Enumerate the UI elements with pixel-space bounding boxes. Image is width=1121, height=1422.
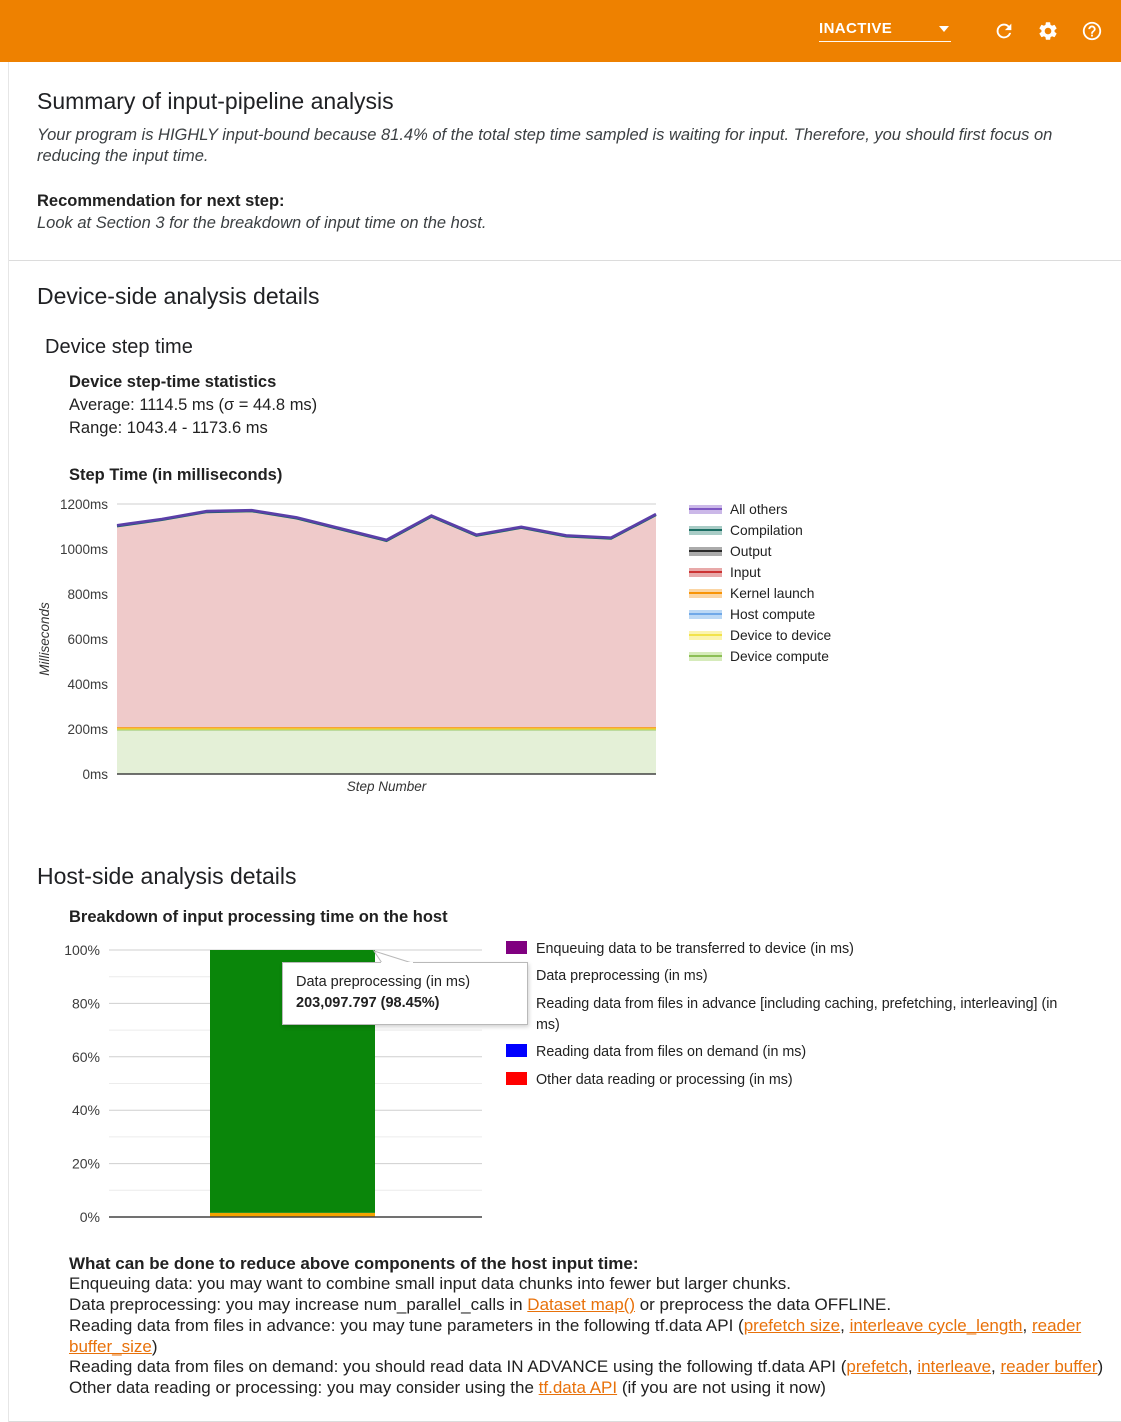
legend-item — [689, 604, 831, 625]
legend-swatch — [689, 589, 722, 598]
section-divider — [9, 260, 1121, 261]
advice-line: Reading data from files on demand: you should read data IN ADVANCE using the following tf.data API (prefetch, interleave, reader buffer) — [69, 1357, 1104, 1377]
doc-link[interactable]: reader buffer_size — [69, 1315, 1082, 1356]
stats-title: Device step-time statistics — [69, 373, 277, 392]
svg-text:1000ms: 1000ms — [59, 541, 108, 557]
tooltip-series-name: Data preprocessing (in ms) — [296, 973, 471, 990]
svg-text:100%: 100% — [64, 941, 100, 958]
recommendation-label: Recommendation for next step: — [37, 191, 285, 210]
legend-item — [689, 625, 831, 646]
legend-swatch — [689, 547, 722, 556]
legend-swatch — [506, 941, 527, 954]
legend-swatch — [506, 1072, 527, 1085]
legend-label: Reading data from files in advance [including caching, prefetching, interleaving] (in ms) — [536, 996, 1058, 1033]
stats-range: Range: 1043.4 - 1173.6 ms — [69, 418, 268, 437]
legend-swatch — [689, 505, 722, 514]
svg-text:0ms: 0ms — [82, 766, 108, 782]
help-button[interactable] — [1081, 20, 1103, 42]
legend-item — [506, 939, 1106, 960]
svg-text:80%: 80% — [71, 995, 100, 1012]
legend-swatch — [689, 526, 722, 535]
svg-text:400ms: 400ms — [67, 676, 108, 692]
stats-average: Average: 1114.5 ms (σ = 44.8 ms) — [69, 396, 318, 415]
chevron-down-icon — [939, 26, 949, 32]
gear-icon — [1037, 20, 1059, 42]
legend-label: Enqueuing data to be transferred to device (in ms) — [536, 940, 854, 957]
doc-link[interactable]: reader buffer — [1000, 1357, 1098, 1377]
doc-link[interactable]: Dataset map() — [527, 1295, 635, 1315]
legend-label: Host compute — [730, 606, 816, 622]
advice-line: Other data reading or processing: you may consider using the tf.data API (if you are not using it now) — [69, 1378, 826, 1398]
legend-label: Kernel launch — [730, 585, 815, 601]
step-time-chart-legend — [689, 499, 831, 667]
refresh-button[interactable] — [993, 20, 1015, 42]
recommendation-text: Look at Section 3 for the breakdown of input time on the host. — [37, 213, 487, 232]
legend-item — [689, 499, 831, 520]
capture-status-label: INACTIVE — [819, 20, 893, 37]
svg-text:600ms: 600ms — [67, 631, 108, 647]
host-chart-legend — [506, 939, 1106, 1098]
advice-line: Reading data from files in advance: you may tune parameters in the following tf.data API (prefetch size, interleave cycle_length, reader buffer_size) — [69, 1315, 1082, 1356]
svg-text:0%: 0% — [79, 1208, 100, 1225]
tooltip-pointer — [371, 950, 415, 963]
device-section-title: Device-side analysis details — [37, 283, 320, 310]
host-chart-title: Breakdown of input processing time on the host — [69, 907, 448, 926]
svg-text:Step Number: Step Number — [346, 778, 427, 794]
refresh-icon — [993, 20, 1015, 42]
host-section-title: Host-side analysis details — [37, 862, 297, 889]
legend-item — [506, 1042, 1106, 1063]
settings-button[interactable] — [1037, 20, 1059, 42]
svg-text:40%: 40% — [71, 1101, 100, 1118]
legend-label: Device to device — [730, 627, 832, 643]
step-time-chart-title: Step Time (in milliseconds) — [69, 465, 283, 484]
chart-tooltip — [282, 962, 528, 1025]
advice-title: What can be done to reduce above components of the host input time: — [69, 1253, 639, 1273]
summary-section-title: Summary of input-pipeline analysis — [37, 88, 394, 114]
legend-label: All others — [730, 501, 788, 517]
doc-link[interactable]: tf.data API — [538, 1378, 618, 1398]
help-icon — [1081, 20, 1103, 42]
legend-item — [689, 520, 831, 541]
legend-label: Compilation — [730, 522, 803, 538]
capture-status-select[interactable] — [819, 20, 951, 42]
step-time-chart — [27, 491, 675, 799]
host-chart-wrapper — [39, 937, 494, 1240]
svg-text:60%: 60% — [71, 1048, 100, 1065]
legend-item — [689, 562, 831, 583]
advice-block — [69, 1254, 1109, 1399]
svg-text:1200ms: 1200ms — [59, 496, 108, 512]
device-step-time-stats — [69, 371, 1121, 439]
legend-label: Other data reading or processing (in ms) — [536, 1072, 793, 1089]
svg-text:Milliseconds: Milliseconds — [37, 601, 52, 676]
legend-item — [506, 994, 1106, 1035]
svg-text:20%: 20% — [71, 1155, 100, 1172]
legend-swatch — [689, 610, 722, 619]
step-time-chart-block — [27, 491, 1121, 799]
legend-label: Output — [730, 543, 772, 559]
advice-line: Data preprocessing: you may increase num_parallel_calls in Dataset map() or preprocess the data OFFLINE. — [69, 1295, 892, 1315]
host-chart-block — [39, 937, 1121, 1240]
legend-item — [506, 1070, 1106, 1091]
legend-item — [506, 966, 1106, 987]
device-step-time-title: Device step time — [45, 336, 193, 359]
doc-link[interactable]: prefetch — [846, 1357, 908, 1377]
doc-link[interactable]: interleave cycle_length — [849, 1315, 1023, 1335]
legend-item — [689, 583, 831, 604]
main-content — [8, 62, 1121, 1422]
advice-line: Enqueuing data: you may want to combine small input data chunks into fewer but larger chunks. — [69, 1274, 791, 1294]
tooltip-value: 203,097.797 (98.45%) — [296, 994, 440, 1011]
doc-link[interactable]: prefetch size — [743, 1315, 841, 1335]
summary-text: Your program is HIGHLY input-bound because 81.4% of the total step time sampled is waiting for input. Therefore, you should first focus on reducing the input time. — [37, 126, 1053, 166]
app-header — [0, 0, 1121, 62]
svg-text:800ms: 800ms — [67, 586, 108, 602]
legend-swatch — [506, 1044, 527, 1057]
legend-swatch — [689, 631, 722, 640]
svg-text:200ms: 200ms — [67, 721, 108, 737]
legend-label: Reading data from files on demand (in ms) — [536, 1044, 807, 1061]
legend-label: Data preprocessing (in ms) — [536, 968, 708, 985]
legend-swatch — [689, 568, 722, 577]
advice-lines — [69, 1274, 1109, 1398]
legend-label: Input — [730, 564, 761, 580]
legend-item — [689, 541, 831, 562]
doc-link[interactable]: interleave — [917, 1357, 992, 1377]
legend-item — [689, 646, 831, 667]
legend-label: Device compute — [730, 648, 829, 664]
legend-swatch — [689, 652, 722, 661]
